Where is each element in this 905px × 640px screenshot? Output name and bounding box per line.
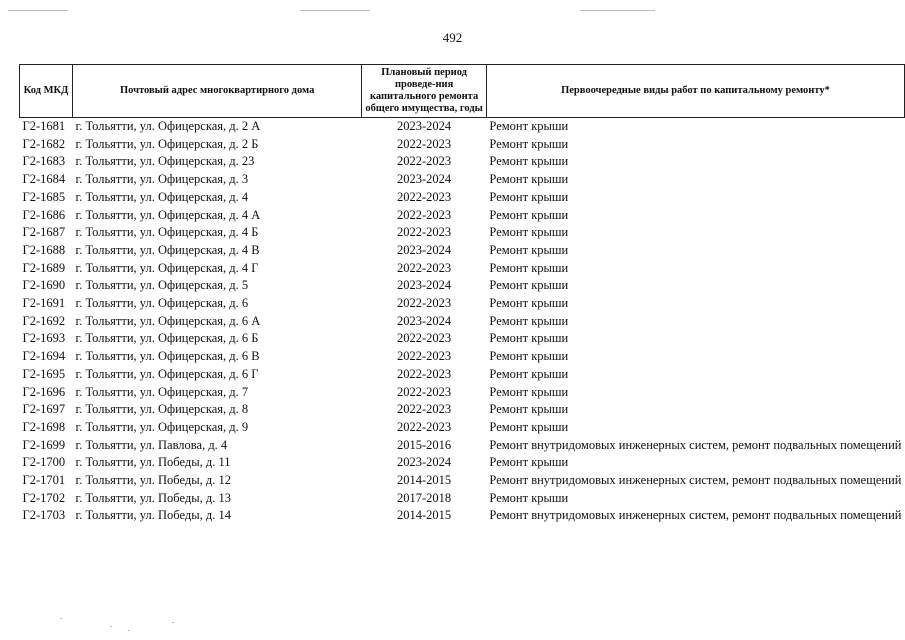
cell-code: Г2-1699	[22, 437, 66, 452]
cell-period: 2023-2024	[397, 119, 452, 133]
cell-address: г. Тольятти, ул. Офицерская, д. 9	[75, 419, 249, 434]
cell-period: 2014-2015	[397, 473, 452, 488]
table-row	[20, 153, 905, 171]
cell-period: 2023-2024	[397, 278, 452, 293]
cell-code: Г2-1701	[22, 473, 66, 488]
cell-works: Ремонт крыши	[489, 172, 569, 187]
cell-period: 2022-2023	[397, 366, 452, 381]
cell-address: г. Тольятти, ул. Офицерская, д. 4 В	[75, 242, 260, 257]
page-number: 492	[442, 30, 463, 45]
cell-period: 2022-2023	[397, 260, 452, 275]
cell-period: 2022-2023	[397, 154, 452, 169]
header-code: Код МКД	[20, 65, 73, 118]
cell-code: Г2-1703	[22, 508, 66, 523]
table-row	[20, 454, 905, 472]
table-row	[20, 384, 905, 402]
cell-period: 2014-2015	[397, 508, 452, 523]
cell-works: Ремонт крыши	[489, 119, 569, 133]
cell-code: Г2-1681	[22, 119, 66, 133]
cell-works: Ремонт крыши	[489, 402, 569, 417]
cell-period: 2022-2023	[397, 331, 452, 346]
cell-period: 2023-2024	[397, 242, 452, 257]
cell-address: г. Тольятти, ул. Офицерская, д. 23	[75, 154, 255, 169]
cell-address: г. Тольятти, ул. Офицерская, д. 2 Б	[75, 136, 259, 151]
cell-works: Ремонт крыши	[489, 455, 569, 470]
cell-period: 2022-2023	[397, 207, 452, 222]
cell-period: 2023-2024	[397, 455, 452, 470]
cell-works: Ремонт крыши	[489, 278, 569, 293]
cell-address: г. Тольятти, ул. Офицерская, д. 4 Б	[75, 225, 259, 240]
table-row	[20, 277, 905, 295]
cell-works: Ремонт крыши	[489, 419, 569, 434]
cell-code: Г2-1682	[22, 136, 66, 151]
cell-works: Ремонт крыши	[489, 154, 569, 169]
header-works: Первоочередные виды работ по капитальному ремонту*	[486, 65, 904, 118]
cell-works: Ремонт крыши	[489, 331, 569, 346]
cell-address: г. Тольятти, ул. Офицерская, д. 3	[75, 172, 249, 187]
cell-period: 2022-2023	[397, 349, 452, 364]
cell-code: Г2-1693	[22, 331, 66, 346]
table-row	[20, 366, 905, 384]
cell-period: 2022-2023	[397, 189, 452, 204]
cell-code: Г2-1688	[22, 242, 66, 257]
cell-works: Ремонт крыши	[489, 313, 569, 328]
cell-period: 2022-2023	[397, 136, 452, 151]
cell-code: Г2-1694	[22, 349, 66, 364]
cell-works: Ремонт крыши	[489, 490, 569, 505]
cell-code: Г2-1692	[22, 313, 66, 328]
cell-address: г. Тольятти, ул. Офицерская, д. 6 Г	[75, 366, 259, 381]
table-row	[20, 136, 905, 154]
cell-address: г. Тольятти, ул. Офицерская, д. 6 Б	[75, 331, 259, 346]
table-row	[20, 348, 905, 366]
header-address: Почтовый адрес многоквартирного дома	[73, 65, 362, 118]
cell-period: 2022-2023	[397, 402, 452, 417]
cell-address: г. Тольятти, ул. Победы, д. 12	[75, 473, 231, 488]
cell-period: 2023-2024	[397, 172, 452, 187]
cell-code: Г2-1690	[22, 278, 66, 293]
table-row	[20, 171, 905, 189]
cell-period: 2022-2023	[397, 296, 452, 311]
cell-code: Г2-1686	[22, 207, 66, 222]
table-row	[20, 207, 905, 225]
cell-code: Г2-1698	[22, 419, 66, 434]
cell-works: Ремонт внутридомовых инженерных систем, ремонт подвальных помещений	[489, 437, 902, 452]
cell-works: Ремонт крыши	[489, 225, 569, 240]
table-row	[20, 490, 905, 508]
cell-code: Г2-1687	[22, 225, 66, 240]
cell-address: г. Тольятти, ул. Офицерская, д. 6 В	[75, 349, 260, 364]
cell-code: Г2-1683	[22, 154, 66, 169]
scan-artifacts-bottom	[0, 600, 905, 640]
cell-address: г. Тольятти, ул. Офицерская, д. 4	[75, 189, 249, 204]
cell-address: г. Тольятти, ул. Офицерская, д. 2 А	[75, 119, 261, 133]
cell-address: г. Тольятти, ул. Победы, д. 14	[75, 508, 231, 523]
cell-works: Ремонт крыши	[489, 260, 569, 275]
table-row	[20, 224, 905, 242]
table-row	[20, 313, 905, 331]
cell-works: Ремонт крыши	[489, 296, 569, 311]
cell-works: Ремонт крыши	[489, 366, 569, 381]
header-period: Плановый период проведе-ния капитального ремонта общего имущества, годы	[362, 65, 487, 118]
cell-code: Г2-1696	[22, 384, 66, 399]
table-row	[20, 507, 905, 525]
cell-code: Г2-1700	[22, 455, 66, 470]
cell-code: Г2-1691	[22, 296, 66, 311]
cell-period: 2015-2016	[397, 437, 452, 452]
table-row	[20, 437, 905, 455]
cell-address: г. Тольятти, ул. Павлова, д. 4	[75, 437, 228, 452]
table-row	[20, 189, 905, 207]
cell-period: 2023-2024	[397, 313, 452, 328]
cell-address: г. Тольятти, ул. Победы, д. 11	[75, 455, 231, 470]
cell-period: 2022-2023	[397, 384, 452, 399]
cell-period: 2022-2023	[397, 419, 452, 434]
cell-address: г. Тольятти, ул. Офицерская, д. 8	[75, 402, 249, 417]
table-row	[20, 419, 905, 437]
cell-code: Г2-1689	[22, 260, 66, 275]
table-row	[20, 295, 905, 313]
cell-address: г. Тольятти, ул. Победы, д. 13	[75, 490, 231, 505]
table-row	[20, 401, 905, 419]
cell-works: Ремонт крыши	[489, 384, 569, 399]
cell-address: г. Тольятти, ул. Офицерская, д. 6 А	[75, 313, 261, 328]
table-row	[20, 330, 905, 348]
cell-works: Ремонт крыши	[489, 349, 569, 364]
housing-repair-table	[19, 64, 905, 525]
cell-address: г. Тольятти, ул. Офицерская, д. 4 А	[75, 207, 261, 222]
cell-code: Г2-1685	[22, 189, 66, 204]
table-row	[20, 242, 905, 260]
cell-address: г. Тольятти, ул. Офицерская, д. 4 Г	[75, 260, 259, 275]
table-header-row	[20, 65, 905, 118]
cell-code: Г2-1702	[22, 490, 66, 505]
cell-works: Ремонт внутридомовых инженерных систем, ремонт подвальных помещений	[489, 473, 902, 488]
cell-works: Ремонт крыши	[489, 136, 569, 151]
cell-address: г. Тольятти, ул. Офицерская, д. 7	[75, 384, 249, 399]
table-body	[20, 118, 905, 526]
cell-period: 2022-2023	[397, 225, 452, 240]
cell-address: г. Тольятти, ул. Офицерская, д. 5	[75, 278, 249, 293]
cell-works: Ремонт крыши	[489, 242, 569, 257]
table-row	[20, 118, 905, 136]
cell-code: Г2-1684	[22, 172, 66, 187]
table-row	[20, 260, 905, 278]
cell-code: Г2-1695	[22, 366, 66, 381]
table-row	[20, 472, 905, 490]
cell-works: Ремонт крыши	[489, 207, 569, 222]
scan-artifacts-top	[0, 10, 905, 16]
cell-period: 2017-2018	[397, 490, 452, 505]
cell-code: Г2-1697	[22, 402, 66, 417]
cell-address: г. Тольятти, ул. Офицерская, д. 6	[75, 296, 249, 311]
cell-works: Ремонт внутридомовых инженерных систем, ремонт подвальных помещений	[489, 508, 902, 523]
cell-works: Ремонт крыши	[489, 189, 569, 204]
